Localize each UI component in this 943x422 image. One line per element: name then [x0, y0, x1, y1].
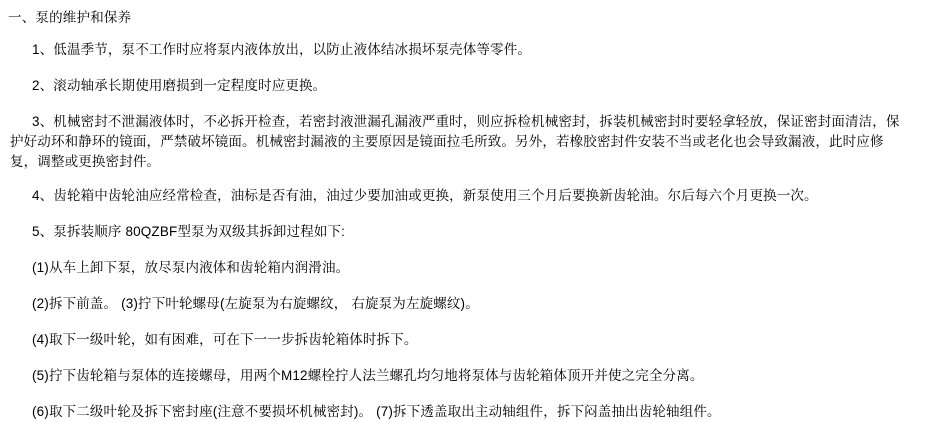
substep-1: (1)从车上卸下泵，放尽泵内液体和齿轮箱内润滑油。 [32, 260, 350, 275]
paragraph-line: 复，调整或更换密封件。 [10, 154, 161, 169]
paragraph-line: 2、滚动轴承长期使用磨损到一定程度时应更换。 [32, 78, 327, 93]
substep-5: (5)拧下齿轮箱与泵体的连接螺母，用两个M12螺栓拧人法兰螺孔均匀地将泵体与齿轮箱体顶开并使之完全分离。 [32, 368, 704, 383]
substep-6: (6)取下二级叶轮及拆下密封座(注意不要损坏机械密封)。 (7)拆下透盖取出主动轴组件，拆下闷盖抽出齿轮轴组件。 [32, 404, 721, 419]
paragraph-item-5 [6, 222, 933, 242]
paragraph-line: 5、泵拆装顺序 80QZBF型泵为双级其拆卸过程如下: [32, 224, 346, 239]
paragraph-line: 4、齿轮箱中齿轮油应经常检查，油标是否有油，油过少要加油或更换，新泵使用三个月后要换新齿轮油。尔后每六个月更换一次。 [32, 188, 818, 203]
paragraph-line: 3、机械密封不泄漏液体时，不必拆开检查，若密封液泄漏孔漏液严重时，则应拆检机械密封，拆装机械密封时要轻拿轻放，保证密封面清洁，保 [32, 114, 900, 129]
paragraph-line: 1、低温季节，泵不工作时应将泵内液体放出，以防止液体结冰损坏泵壳体等零件。 [32, 42, 532, 57]
paragraph-item-1 [6, 40, 933, 60]
paragraph-item-2 [6, 76, 933, 96]
paragraph-item-4 [6, 186, 933, 206]
substep-4: (4)取下一级叶轮，如有困难，可在下一一步拆齿轮箱体时拆下。 [32, 332, 418, 347]
paragraph-line: 护好动环和静环的镜面，严禁破坏镜面。机械密封漏液的主要原因是镜面拉毛所致。另外，若橡胶密封件安装不当或老化也会导致漏液，此时应修 [10, 134, 884, 149]
page-title: 一、泵的维护和保养 [8, 10, 132, 25]
substep-2: (2)拆下前盖。 (3)拧下叶轮螺母(左旋泵为右旋螺纹， 右旋泵为左旋螺纹)。 [32, 296, 479, 311]
paragraph-item-3 [6, 112, 933, 172]
